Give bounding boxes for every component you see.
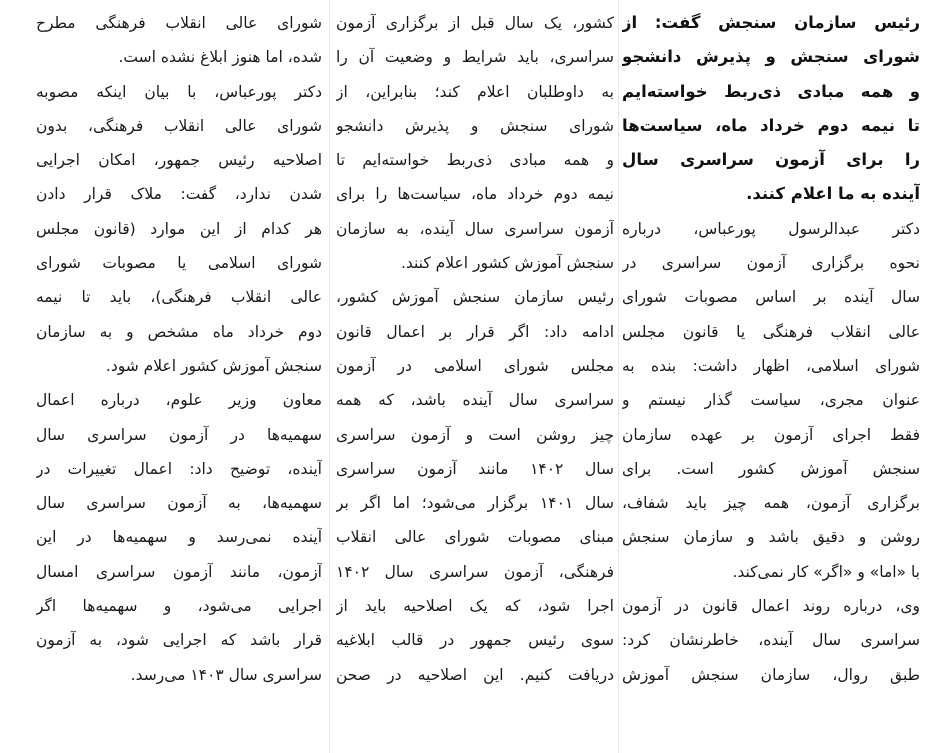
body-line: سراسری سال ۱۴۰۳ می‌رسد. (130, 665, 322, 684)
body-line: عالی انقلاب فرهنگی یا قانون مجلس (622, 322, 920, 341)
body-line: اجرا شود، که یک اصلاحیه باید از (336, 597, 614, 616)
body-line: عنوان مجری، سیاست گذار نیستم و (622, 391, 920, 410)
article-column-3 (36, 6, 322, 753)
body-line: دوم خرداد ماه مشخص و به سازمان (36, 322, 322, 341)
body-line: طبق روال، سازمان سنجش آموزش (622, 665, 920, 684)
body-line: برگزاری آزمون، همه چیز باید شفاف، (622, 494, 920, 513)
body-line: شورای عالی انقلاب فرهنگی، بدون (36, 116, 322, 135)
body-line: شده، اما هنوز ابلاغ نشده است. (118, 48, 322, 67)
body-line: مجلس شورای اسلامی در آزمون (336, 356, 614, 375)
body-line: عالی انقلاب فرهنگی)، باید تا نیمه (36, 288, 322, 307)
body-line: سهمیه‌ها در آزمون سراسری سال (36, 425, 322, 444)
column-divider-right (618, 0, 619, 753)
body-line: سنجش آموزش کشور اعلام کنند. (400, 254, 614, 273)
body-line: اجرایی می‌شود، و سهمیه‌ها اگر (36, 597, 322, 616)
body-line: و همه مبادی ذی‌ربط خواسته‌ایم تا (336, 151, 614, 170)
body-line: روشن و دقیق باشد و سازمان سنجش (622, 528, 920, 547)
body-line: فقط اجرای آزمون بر عهده سازمان (622, 425, 920, 444)
article-column-1 (622, 6, 920, 753)
lead-line: رئیس سازمان سنجش گفت: از (622, 13, 920, 32)
body-line: آزمون سراسری سال آینده، به سازمان (336, 219, 614, 238)
body-line: چیز روشن است و آزمون سراسری (336, 425, 614, 444)
body-line: به داوطلبان اعلام کند؛ بنابراین، از (336, 82, 614, 101)
body-line: سوی رئیس جمهور در قالب ابلاغیه (336, 631, 614, 650)
body-line: رئیس سازمان سنجش آموزش کشور، (336, 288, 614, 307)
body-line: سراسری سال آینده، خاطرنشان کرد: (622, 631, 920, 650)
body-line: سهمیه‌ها، به آزمون سراسری سال (36, 494, 322, 513)
body-line: فرهنگی، آزمون سراسری سال ۱۴۰۲ (336, 562, 614, 581)
lead-line: آینده به ما اعلام کنند. (746, 184, 920, 204)
body-line: سال آینده بر اساس مصوبات شورای (622, 288, 920, 307)
article-body-column-3 (36, 6, 322, 692)
body-line: دریافت کنیم. این اصلاحیه در صحن (336, 665, 614, 684)
body-line: آینده نمی‌رسد و سهمیه‌ها در این (36, 528, 322, 547)
body-line: شدن ندارد، گفت: ملاک قرار دادن (36, 185, 322, 204)
body-line: وی، درباره روند اعمال قانون در آزمون (622, 597, 920, 616)
lead-line: و همه مبادی ذی‌ربط خواسته‌ایم (622, 81, 920, 101)
body-line: شورای اسلامی یا مصوبات شورای (36, 254, 322, 273)
body-line: کشور، یک سال قبل از برگزاری آزمون (336, 14, 614, 32)
body-line: اصلاحیه رئیس جمهور، امکان اجرایی (36, 151, 322, 170)
body-line: نیمه دوم خرداد ماه، سیاست‌ها را برای (336, 185, 614, 204)
body-line: دکتر عبدالرسول پورعباس، درباره (622, 219, 920, 238)
body-line: هر کدام از این موارد (قانون مجلس (36, 219, 322, 238)
body-line: شورای سنجش و پذیرش دانشجو (336, 116, 614, 135)
body-line: سال ۱۴۰۱ برگزار می‌شود؛ اما اگر بر (336, 494, 614, 513)
body-line: شورای اسلامی، اظهار داشت: بنده به (622, 356, 920, 375)
lead-line: را برای آزمون سراسری سال (622, 150, 920, 170)
body-line: سنجش آموزش کشور است. برای (622, 459, 920, 478)
article-lead (622, 6, 920, 212)
article-body-column-2 (336, 6, 614, 692)
lead-line: تا نیمه دوم خرداد ماه، سیاست‌ها (622, 115, 920, 135)
body-line: نحوه برگزاری آزمون سراسری در (622, 254, 920, 273)
body-line: آینده، توضیح داد: اعمال تغییرات در (36, 459, 322, 478)
body-line: معاون وزیر علوم، درباره اعمال (36, 391, 322, 410)
column-divider-left (329, 0, 330, 753)
body-line: سراسری سال آینده باشد، که همه (336, 391, 614, 410)
body-line: دکتر پورعباس، با بیان اینکه مصوبه (36, 82, 322, 101)
body-line: آزمون، مانند آزمون سراسری امسال (36, 562, 322, 581)
lead-line: شورای سنجش و پذیرش دانشجو (622, 47, 920, 67)
body-line: مبنای مصوبات شورای عالی انقلاب (336, 528, 614, 547)
body-line: ادامه داد: اگر قرار بر اعمال قانون (336, 322, 614, 341)
body-line: با «اما» و «اگر» کار نمی‌کند. (732, 562, 920, 581)
body-line: سراسری، باید شرایط و وضعیت آن را (336, 48, 614, 67)
article-column-2 (336, 6, 614, 753)
body-line: سنجش آموزش کشور اعلام شود. (105, 356, 322, 375)
body-line: شورای عالی انقلاب فرهنگی مطرح (36, 14, 322, 32)
article-body-column-1 (622, 212, 920, 692)
body-line: قرار باشد که اجرایی شود، به آزمون (36, 631, 322, 650)
body-line: سال ۱۴۰۲ مانند آزمون سراسری (336, 459, 614, 478)
